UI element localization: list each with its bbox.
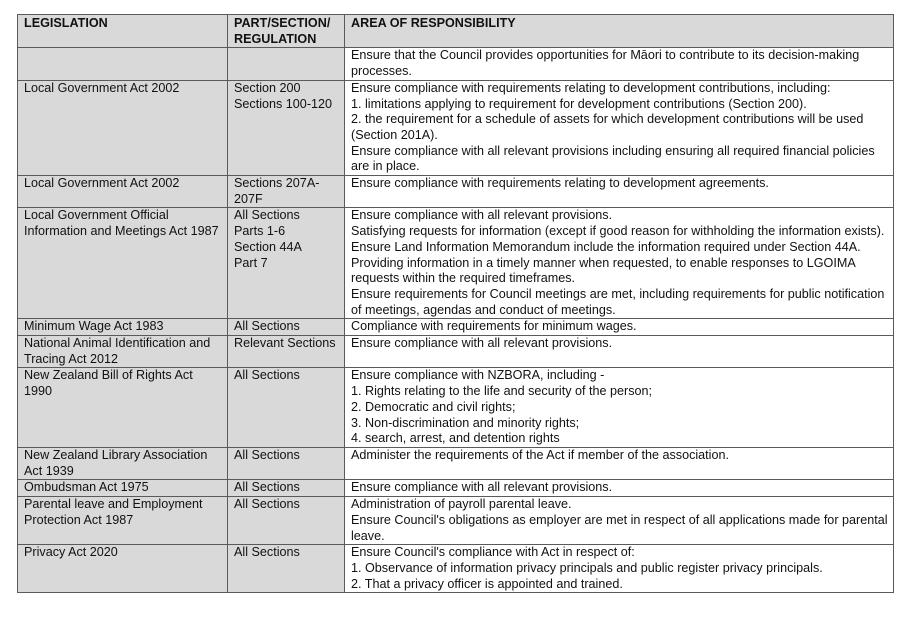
section-cell — [228, 48, 345, 80]
cell-text: Ensure compliance with NZBORA, including - — [351, 368, 605, 383]
cell-text: 1. limitations applying to requirement for development contributions (Section 200). — [351, 96, 807, 111]
cell-text: Ensure that the Council provides opportunities for Māori to contribute to its decision-making processes. — [351, 48, 860, 79]
cell-text: Local Government Act 2002 — [24, 176, 180, 191]
section-cell — [228, 319, 345, 336]
cell-text: 2. Democratic and civil rights; — [351, 399, 516, 414]
cell-text: Section 44A — [234, 239, 302, 254]
cell-text: Ensure compliance with requirements relating to development contributions, including: — [351, 80, 831, 95]
cell-text: Ensure compliance with requirements relating to development agreements. — [351, 176, 769, 191]
responsibility-cell — [345, 545, 894, 593]
cell-text: Ensure compliance with all relevant provisions. — [351, 480, 613, 495]
legislation-cell — [18, 368, 228, 448]
section-cell — [228, 80, 345, 175]
cell-text: 3. Non-discrimination and minority rights; — [351, 415, 580, 430]
table-row — [18, 208, 894, 319]
table-row — [18, 319, 894, 336]
section-cell — [228, 368, 345, 448]
responsibility-cell — [345, 497, 894, 545]
responsibility-cell — [345, 336, 894, 368]
legislation-cell — [18, 48, 228, 80]
cell-text: Ensure Council's obligations as employer are met in respect of all applications made for parental leave. — [351, 512, 888, 543]
section-cell — [228, 497, 345, 545]
cell-text: Parental leave and Employment Protection Act 1987 — [24, 497, 203, 527]
cell-text: All Sections — [234, 319, 300, 334]
cell-text: All Sections — [234, 208, 300, 223]
cell-text: All Sections — [234, 497, 300, 512]
section-cell — [228, 208, 345, 319]
cell-text: All Sections — [234, 447, 300, 462]
cell-text: Ombudsman Act 1975 — [24, 480, 149, 495]
cell-text: 1. Observance of information privacy principals and public register privacy principals. — [351, 560, 823, 575]
table-row — [18, 48, 894, 80]
header-legislation: LEGISLATION — [18, 15, 228, 48]
legislation-cell — [18, 319, 228, 336]
legislation-cell — [18, 176, 228, 208]
cell-text: Ensure compliance with all relevant provisions. — [351, 336, 613, 351]
legislation-cell — [18, 208, 228, 319]
legislation-table — [17, 14, 894, 593]
responsibility-cell — [345, 480, 894, 497]
cell-text: 4. search, arrest, and detention rights — [351, 431, 560, 446]
responsibility-cell — [345, 48, 894, 80]
cell-text: Local Government Act 2002 — [24, 80, 180, 95]
cell-text: New Zealand Library Association Act 1939 — [24, 447, 208, 478]
cell-text: Section 200 — [234, 80, 301, 95]
cell-text: Parts 1-6 — [234, 224, 286, 239]
cell-text: 2. the requirement for a schedule of assets for which development contributions will be used (Section 201A). — [351, 112, 864, 142]
cell-text: Providing information in a timely manner when requested, to enable responses to LGOIMA requests within the required timeframes. — [351, 255, 856, 286]
table-row — [18, 80, 894, 175]
cell-text: Local Government Official Information and Meetings Act 1987 — [24, 208, 219, 239]
legislation-cell — [18, 545, 228, 593]
cell-text: Relevant Sections — [234, 336, 336, 351]
table-row — [18, 497, 894, 545]
cell-text: Administer the requirements of the Act if member of the association. — [351, 447, 729, 462]
table-row — [18, 545, 894, 593]
table-row — [18, 176, 894, 208]
cell-text: Ensure compliance with all relevant provisions. — [351, 208, 613, 223]
responsibility-cell — [345, 176, 894, 208]
responsibility-cell — [345, 80, 894, 175]
table-row — [18, 336, 894, 368]
cell-text: All Sections — [234, 480, 300, 495]
cell-text: Ensure Council's compliance with Act in respect of: — [351, 545, 635, 560]
cell-text: National Animal Identification and Tracing Act 2012 — [24, 336, 211, 366]
cell-text: New Zealand Bill of Rights Act 1990 — [24, 368, 193, 399]
cell-text: Satisfying requests for information (except if good reason for withholding the information exists). Ensure Land Information Memorandum include the information required under Section 44A. — [351, 224, 885, 254]
legislation-cell — [18, 336, 228, 368]
responsibility-cell — [345, 208, 894, 319]
responsibility-cell — [345, 319, 894, 336]
cell-text: All Sections — [234, 545, 300, 560]
cell-text: Sections 207A-207F — [234, 176, 320, 206]
cell-text: Privacy Act 2020 — [24, 545, 118, 560]
cell-text: Part 7 — [234, 255, 268, 270]
responsibility-cell — [345, 368, 894, 448]
cell-text: Ensure compliance with all relevant provisions including ensuring all required financial policies are in place. — [351, 143, 875, 174]
legislation-cell — [18, 480, 228, 497]
cell-text: Compliance with requirements for minimum wages. — [351, 319, 637, 334]
legislation-document — [17, 14, 893, 593]
section-cell — [228, 480, 345, 497]
cell-text: All Sections — [234, 368, 300, 383]
header-area-of-responsibility: AREA OF RESPONSIBILITY — [345, 15, 894, 48]
header-part-section-regulation: PART/SECTION/ REGULATION — [228, 15, 345, 48]
table-row — [18, 368, 894, 448]
table-body — [18, 48, 894, 593]
cell-text: Minimum Wage Act 1983 — [24, 319, 164, 334]
cell-text: Sections 100-120 — [234, 96, 333, 111]
table-row — [18, 480, 894, 497]
section-cell — [228, 176, 345, 208]
table-row — [18, 447, 894, 479]
section-cell — [228, 336, 345, 368]
section-cell — [228, 447, 345, 479]
cell-text: 1. Rights relating to the life and security of the person; — [351, 384, 653, 399]
cell-text: Administration of payroll parental leave. — [351, 497, 572, 512]
responsibility-cell — [345, 447, 894, 479]
legislation-cell — [18, 447, 228, 479]
cell-text: 2. That a privacy officer is appointed and trained. — [351, 576, 623, 591]
section-cell — [228, 545, 345, 593]
legislation-cell — [18, 497, 228, 545]
legislation-cell — [18, 80, 228, 175]
header-row — [18, 15, 894, 48]
cell-text: Ensure requirements for Council meetings are met, including requirements for public notification of meetings, agendas and conduct of meetings. — [351, 286, 885, 317]
